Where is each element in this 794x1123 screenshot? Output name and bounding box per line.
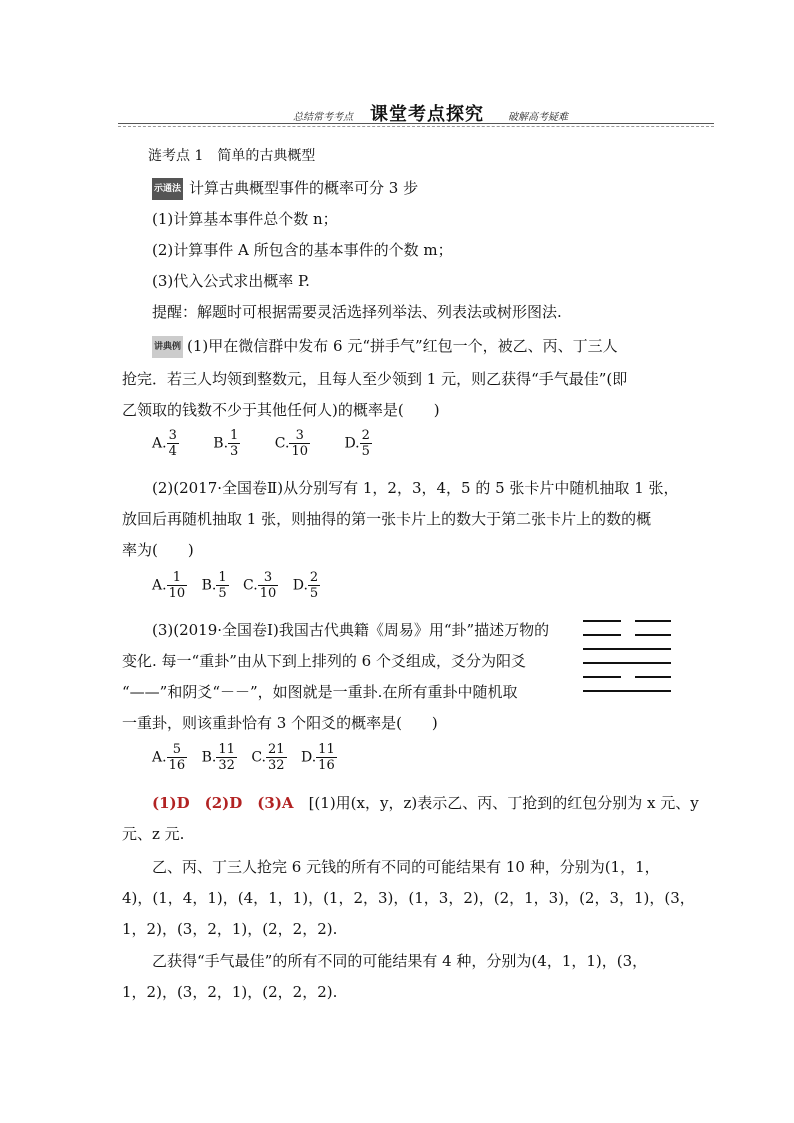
q2-option-c: C. $\frac{3}{10}$	[243, 570, 277, 601]
q3-line-3: “——”和阴爻“－－”，如图就是一重卦.在所有重卦中随机取	[122, 683, 518, 701]
q1-line-1	[152, 336, 618, 358]
method-heading: 计算古典概型事件的概率可分 3 步	[189, 179, 419, 197]
line-segment	[583, 634, 621, 636]
para1-line-3: 1，2)，(3，2，1)，(2，2，2).	[122, 920, 338, 938]
header-rule	[118, 123, 714, 124]
q1-option-c: C. $\frac{3}{10}$	[274, 428, 308, 459]
method-tag: 示通法	[152, 178, 183, 200]
q3-option-d: D. $\frac{11}{16}$	[300, 742, 335, 773]
header-right-caption: 破解高考疑难	[508, 112, 568, 123]
yin-line	[583, 676, 671, 678]
q1-option-a: A. $\frac{3}{4}$	[152, 428, 177, 459]
q1-option-b: B. $\frac{1}{3}$	[213, 428, 239, 459]
q1-line-3: 乙领取的钱数不少于其他任何人)的概率是( )	[122, 401, 440, 419]
q1-text-1: (1)甲在微信群中发布 6 元“拼手气”红包一个，被乙、丙、丁三人	[187, 337, 618, 355]
header-dashed-rule	[118, 126, 714, 127]
q2-line-1: (2)(2017·全国卷Ⅱ)从分别写有 1，2，3，4，5 的 5 张卡片中随机抽取 1 张，	[152, 479, 679, 497]
step-1: (1)计算基本事件总个数 n；	[152, 210, 338, 228]
answer-text-1: [(1)用(x，y，z)表示乙、丙、丁抢到的红包分别为 x 元、y	[308, 794, 699, 812]
q1-option-d: D. $\frac{2}{5}$	[344, 428, 370, 459]
q3-line-1: (3)(2019·全国卷Ⅰ)我国古代典籍《周易》用“卦”描述万物的	[152, 621, 550, 639]
example-tag: 讲典例	[152, 336, 183, 358]
q3-line-4: 一重卦，则该重卦恰有 3 个阳爻的概率是( )	[122, 714, 438, 732]
step-2: (2)计算事件 A 所包含的基本事件的个数 m；	[152, 241, 453, 259]
page-header	[118, 100, 714, 128]
line-segment	[583, 676, 621, 678]
line-segment	[635, 620, 671, 622]
hexagram-figure	[583, 620, 671, 704]
answer-keys: (1)D (2)D (3)A	[152, 794, 294, 812]
q3-option-b: B. $\frac{11}{32}$	[201, 742, 235, 773]
yin-line	[583, 634, 671, 636]
line-segment	[583, 620, 621, 622]
q3-option-a: A. $\frac{5}{16}$	[152, 742, 186, 773]
line-segment	[635, 634, 671, 636]
para1-line-2: 4)，(1，4，1)，(4，1，1)，(1，2，3)，(1，3，2)，(2，1，3)，(2，3，1)，(3，	[122, 889, 695, 907]
para2-line-1: 乙获得“手气最佳”的所有不同的可能结果有 4 种，分别为(4，1，1)，(3，	[152, 952, 648, 970]
q3-line-2: 变化. 每一“重卦”由从下到上排列的 6 个爻组成，爻分为阳爻	[122, 652, 526, 670]
header-title: 课堂考点探究	[370, 104, 484, 125]
q2-option-b: B. $\frac{1}{5}$	[201, 570, 227, 601]
method-heading-line	[152, 178, 418, 200]
yin-line	[583, 620, 671, 622]
yang-line	[583, 648, 671, 650]
header-left-caption: 总结常考考点	[293, 112, 353, 123]
q1-line-2: 抢完．若三人均领到整数元，且每人至少领到 1 元，则乙获得“手气最佳”(即	[122, 370, 628, 388]
line-segment	[583, 648, 671, 650]
step-3: (3)代入公式求出概率 P.	[152, 272, 310, 290]
section-title: 涟考点 1 简单的古典概型	[148, 148, 316, 164]
para2-line-2: 1，2)，(3，2，1)，(2，2，2).	[122, 983, 338, 1001]
line-segment	[583, 690, 671, 692]
yang-line	[583, 662, 671, 664]
q2-options	[152, 570, 330, 601]
q2-option-d: D. $\frac{2}{5}$	[292, 570, 319, 601]
tip: 提醒：解题时可根据需要灵活选择列举法、列表法或树形图法.	[152, 303, 562, 321]
answer-line-2: 元、z 元.	[122, 825, 185, 843]
yang-line	[583, 690, 671, 692]
q2-line-3: 率为( )	[122, 541, 194, 559]
q1-options	[152, 428, 402, 459]
q2-option-a: A. $\frac{1}{10}$	[152, 570, 186, 601]
line-segment	[583, 662, 671, 664]
answer-line-1	[152, 793, 699, 813]
q3-options	[152, 742, 347, 773]
para1-line-1: 乙、丙、丁三人抢完 6 元钱的所有不同的可能结果有 10 种，分别为(1，1，	[152, 858, 660, 876]
q3-option-c: C. $\frac{21}{32}$	[251, 742, 285, 773]
q2-line-2: 放回后再随机抽取 1 张，则抽得的第一张卡片上的数大于第二张卡片上的数的概	[122, 510, 652, 528]
line-segment	[635, 676, 671, 678]
